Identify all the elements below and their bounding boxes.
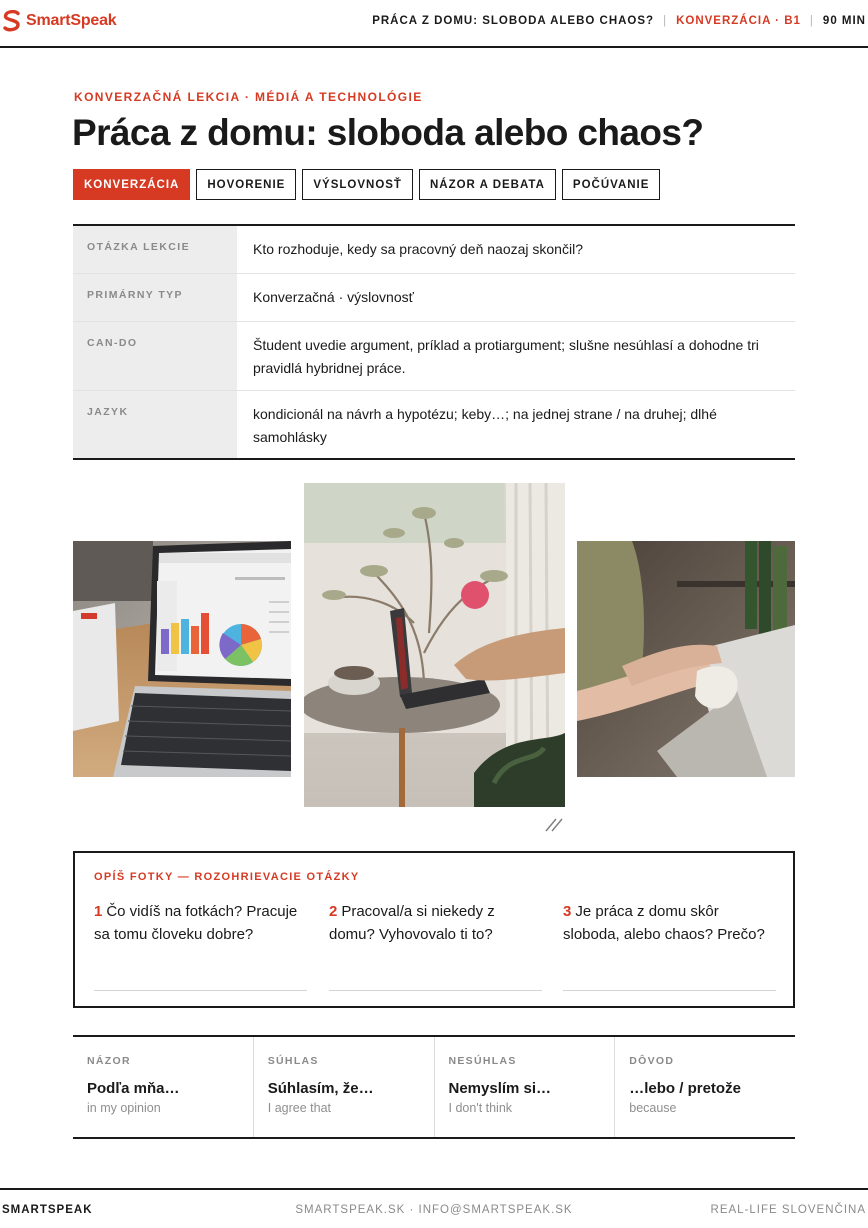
footer-contact-link[interactable]: SMARTSPEAK.SK · INFO@SMARTSPEAK.SK (295, 1204, 573, 1216)
tag-vyslovnost[interactable]: VÝSLOVNOSŤ (302, 169, 413, 200)
info-value: Kto rozhoduje, kedy sa pracovný deň naozaj skončil? (253, 241, 583, 257)
page-title: Práca z domu: sloboda alebo chaos? (72, 112, 704, 153)
phrase-bank (73, 1035, 795, 1139)
brand-name: SmartSpeak (26, 12, 117, 29)
warmup-heading: OPÍŠ FOTKY — ROZOHRIEVACIE OTÁZKY (94, 871, 360, 883)
warmup-question (94, 900, 307, 946)
tag-list (73, 169, 666, 200)
info-key: OTÁZKA LEKCIE (73, 226, 237, 273)
info-value: Konverzačná · výslovnosť (253, 289, 414, 305)
question-number: 1 (94, 903, 103, 920)
phrase-label: NESÚHLAS (448, 1055, 517, 1067)
phrase-text: Súhlasím, že… (267, 1080, 374, 1097)
phrase-card (615, 1037, 795, 1137)
question-number: 3 (563, 903, 572, 920)
brand-logo[interactable] (2, 10, 117, 32)
lesson-eyebrow: KONVERZAČNÁ LEKCIA · MÉDIÁ A TECHNOLÓGIE (74, 90, 423, 104)
footer (0, 1188, 868, 1228)
photo-laptop-charts (73, 541, 291, 777)
question-text: Je práca z domu skôr sloboda, alebo chaos? Prečo? (563, 903, 765, 943)
info-key: JAZYK (73, 391, 237, 458)
phrase-label: SÚHLAS (267, 1055, 319, 1067)
info-key: CAN-DO (73, 322, 237, 390)
footer-tagline: REAL-LIFE SLOVENČINA (710, 1204, 866, 1216)
phrase-label: DÔVOD (629, 1055, 675, 1067)
info-row (73, 226, 795, 274)
phrase-gloss: because (629, 1101, 677, 1115)
phrase-text: …lebo / pretože (629, 1080, 741, 1097)
header-separator: | (809, 15, 814, 27)
smartspeak-logo-icon (2, 10, 22, 32)
answer-line[interactable] (563, 990, 776, 991)
header-separator: | (663, 15, 668, 27)
info-value: Študent uvedie argument, príklad a protiargument; slušne nesúhlasí a dohodne tri pravidlá hybridnej práce. (253, 337, 759, 376)
phrase-gloss: I agree that (267, 1101, 331, 1115)
header-level: KONVERZÁCIA · B1 (676, 15, 801, 27)
answer-line[interactable] (94, 990, 307, 991)
photo-home-office (304, 483, 565, 807)
question-number: 2 (329, 903, 338, 920)
phrase-gloss: I don't think (448, 1101, 513, 1115)
answer-line[interactable] (329, 990, 542, 991)
info-row (73, 322, 795, 391)
info-row (73, 274, 795, 322)
phrase-gloss: in my opinion (87, 1101, 161, 1115)
phrase-label: NÁZOR (87, 1055, 131, 1067)
warmup-box (73, 851, 795, 1008)
tag-hovorenie[interactable]: HOVORENIE (196, 169, 296, 200)
photo-person-at-desk (577, 541, 795, 777)
warmup-question (329, 900, 542, 946)
top-bar (0, 0, 868, 48)
resize-handle-icon (544, 815, 564, 833)
tag-pocuvanie[interactable]: POČÚVANIE (562, 169, 661, 200)
phrase-card (435, 1037, 616, 1137)
phrase-text: Nemyslím si… (448, 1080, 552, 1097)
info-value: kondicionál na návrh a hypotézu; keby…; na jednej strane / na druhej; dlhé samohlásky (253, 406, 717, 445)
footer-brand: SMARTSPEAK (2, 1204, 93, 1216)
phrase-card (73, 1037, 254, 1137)
lesson-info-table (73, 224, 795, 460)
question-text: Čo vidíš na fotkách? Pracuje sa tomu človeku dobre? (94, 903, 298, 943)
info-row (73, 391, 795, 458)
header-duration: 90 MIN (822, 15, 866, 27)
info-key: PRIMÁRNY TYP (73, 274, 237, 321)
phrase-text: Podľa mňa… (87, 1080, 180, 1097)
header-lesson-title: PRÁCA Z DOMU: SLOBODA ALEBO CHAOS? (372, 15, 655, 27)
header-meta (372, 15, 866, 27)
warmup-question (563, 900, 776, 946)
phrase-card (254, 1037, 435, 1137)
tag-nazor-a-debata[interactable]: NÁZOR A DEBATA (419, 169, 556, 200)
tag-konverzacia[interactable]: KONVERZÁCIA (73, 169, 190, 200)
question-text: Pracoval/a si niekedy z domu? Vyhovovalo ti to? (329, 903, 495, 943)
